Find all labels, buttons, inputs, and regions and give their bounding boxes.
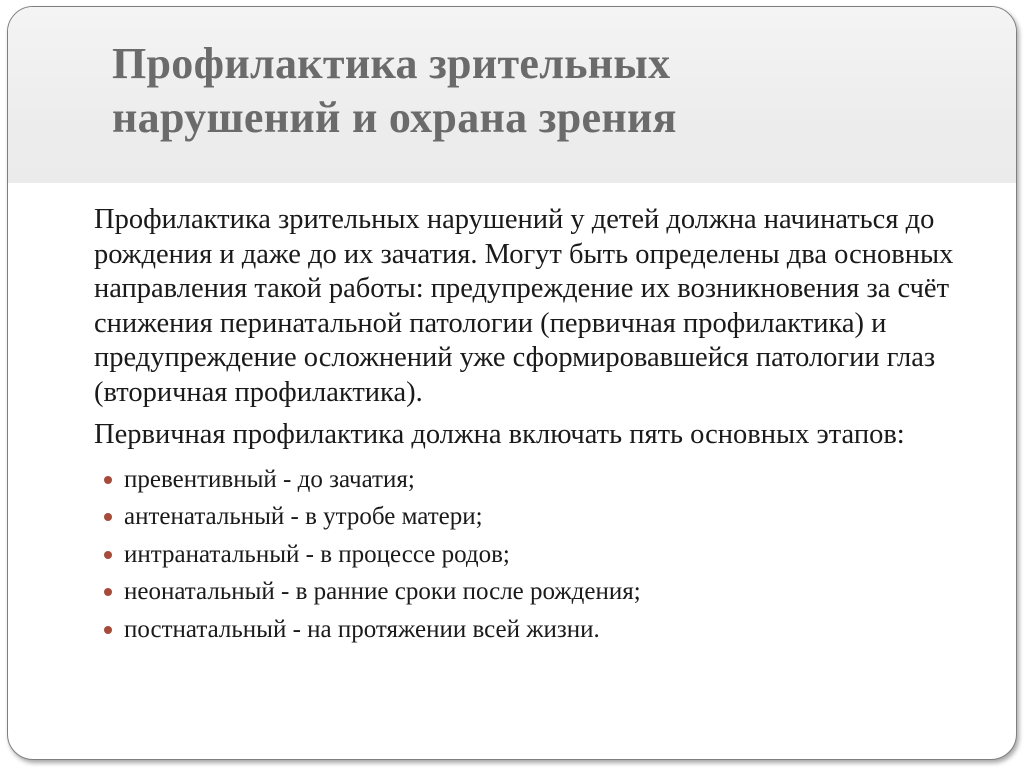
stages-list [94, 461, 974, 649]
list-item [94, 611, 974, 649]
list-item [94, 573, 974, 611]
bullet-dot-icon [104, 626, 112, 634]
paragraph-stages-heading: Первичная профилактика должна включать пять основных этапов: [94, 419, 905, 450]
bullet-dot-icon [104, 476, 112, 484]
list-item [94, 498, 974, 536]
slide-title-line: Профилактика зрительных [112, 39, 671, 88]
list-item-text: неонатальный - в ранние сроки после рождения; [124, 578, 641, 605]
bullet-dot-icon [104, 513, 112, 521]
paragraph-intro: Профилактика зрительных нарушений у детей должна начинаться до рождения и даже до их зачатия. Могут быть определены два основных направления такой работы: предупреждение их возникновения за счёт снижения перинатальной патологии (первичная профилактика) и предупреждение осложнений уже сформировавшейся патологии глаз (вторичная профилактика). [94, 204, 954, 408]
list-item-text: интранатальный - в процессе родов; [124, 540, 510, 568]
slide [7, 6, 1017, 760]
list-item-text: антенатальный - в утробе матери; [124, 503, 483, 530]
bullet-dot-icon [104, 588, 112, 596]
slide-title [112, 37, 677, 145]
list-item-text: превентивный - до зачатия; [124, 465, 415, 493]
slide-body [94, 203, 974, 648]
list-item-text: постнатальный - на протяжении всей жизни. [124, 615, 600, 643]
list-item [94, 536, 974, 574]
slide-title-line: нарушений и охрана зрения [112, 93, 677, 142]
list-item [94, 461, 974, 499]
bullet-dot-icon [104, 551, 112, 559]
